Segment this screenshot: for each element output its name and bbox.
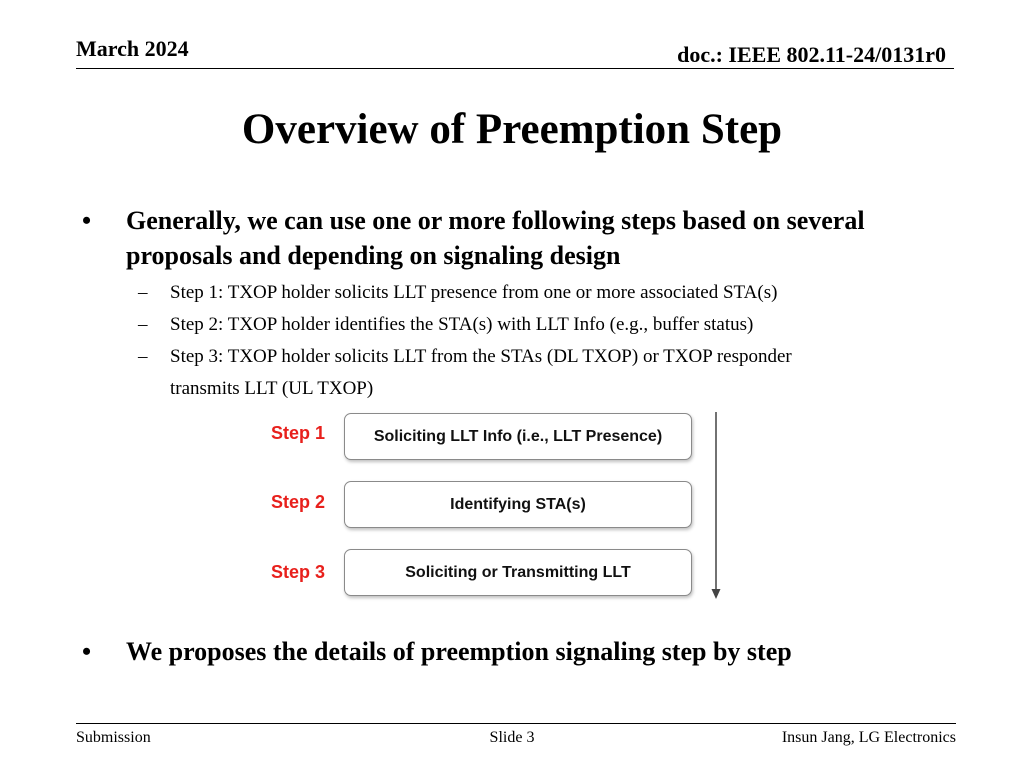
bullet-marker: • (82, 206, 92, 235)
footer-submission: Submission (76, 729, 151, 746)
step-box: Soliciting or Transmitting LLT (344, 549, 692, 596)
sub-bullet-list (138, 277, 958, 405)
footer-divider (76, 723, 956, 724)
sub-bullet-continuation: transmits LLT (UL TXOP) (170, 378, 374, 399)
footer-slide-number: Slide 3 (489, 729, 535, 746)
header-doc-id: doc.: IEEE 802.11-24/0131r0 (677, 42, 946, 67)
sub-bullet-text: Step 3: TXOP holder solicits LLT from the STAs (DL TXOP) or TXOP responder (170, 346, 792, 367)
dash-marker: – (138, 282, 148, 303)
bullet-marker: • (82, 637, 92, 666)
dash-marker: – (138, 314, 148, 335)
step-label: Step 2 (271, 492, 326, 512)
sub-bullet-item (138, 309, 958, 341)
step-label: Step 1 (271, 423, 326, 443)
sub-bullet-text: Step 1: TXOP holder solicits LLT presence from one or more associated STA(s) (170, 282, 778, 303)
slide-title: Overview of Preemption Step (241, 106, 783, 153)
bullet-text: We proposes the details of preemption signaling step by step (126, 637, 792, 666)
sub-bullet-item (138, 341, 958, 405)
sub-bullet-text: Step 2: TXOP holder identifies the STA(s) with LLT Info (e.g., buffer status) (170, 314, 754, 335)
step-box: Identifying STA(s) (344, 481, 692, 528)
down-arrow-icon (709, 412, 723, 600)
header-divider (76, 68, 954, 69)
footer-author: Insun Jang, LG Electronics (781, 729, 956, 746)
step-box: Soliciting LLT Info (i.e., LLT Presence) (344, 413, 692, 460)
step-label: Step 3 (271, 562, 326, 582)
bullet-text: Generally, we can use one or more following steps based on several proposals and depending on signaling design (126, 206, 865, 270)
dash-marker: – (138, 346, 148, 367)
header-date: March 2024 (76, 36, 189, 61)
sub-bullet-item (138, 277, 958, 309)
